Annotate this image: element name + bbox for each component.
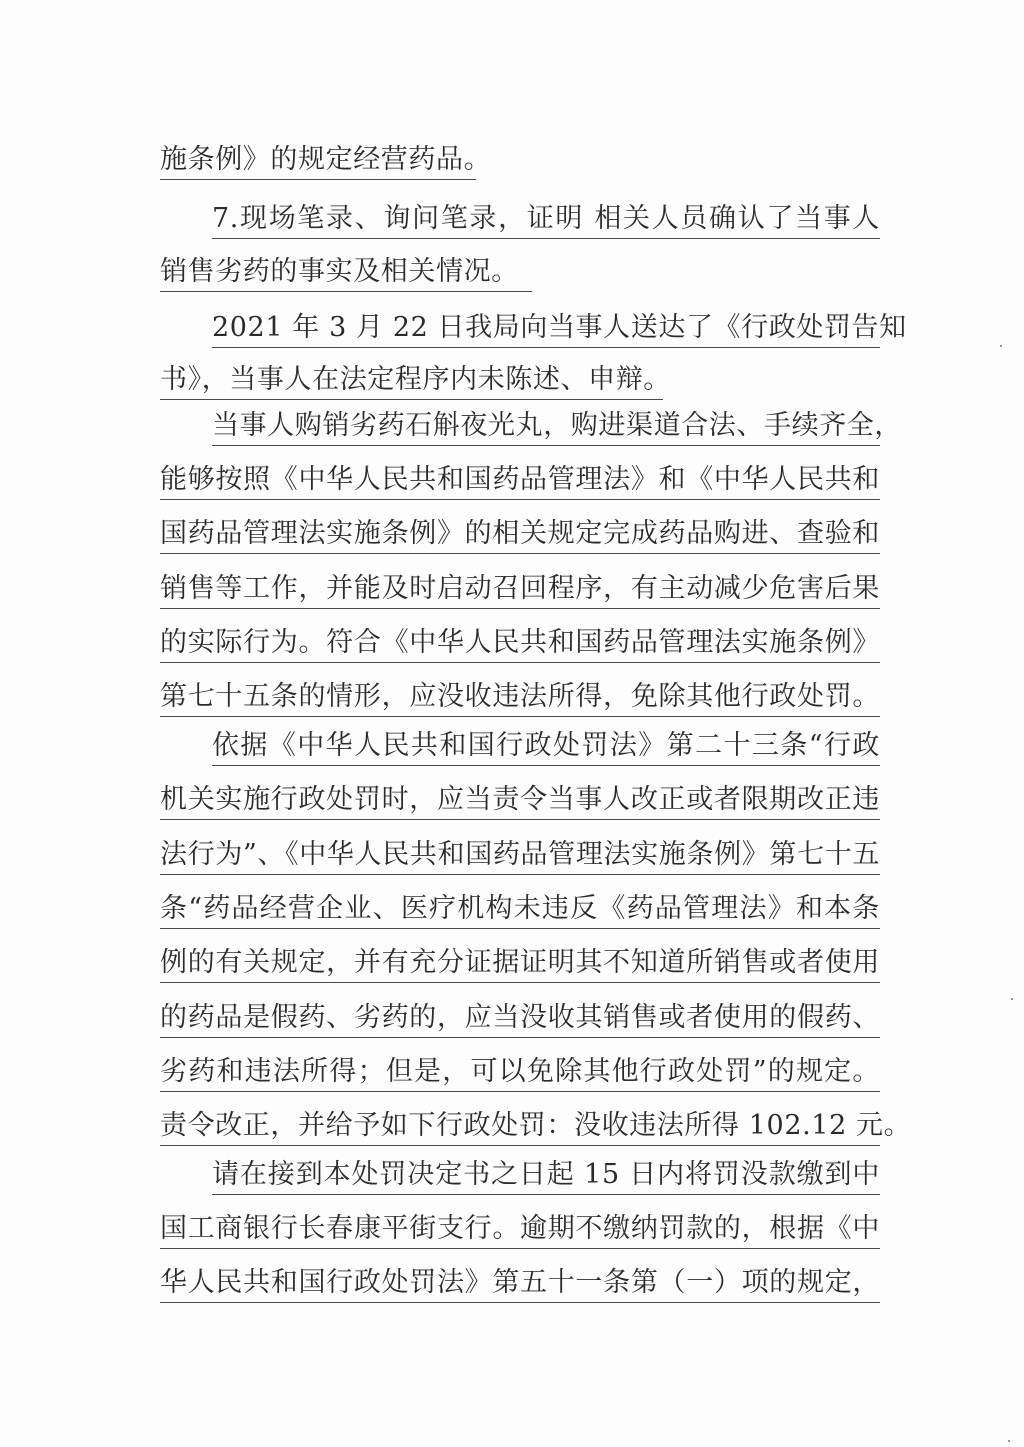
text-line-6: 当事人购销劣药石斛夜光丸，购进渠道合法、手续齐全， <box>212 406 880 446</box>
text-line-9: 销售等工作，并能及时启动召回程序，有主动减少危害后果 <box>160 569 880 609</box>
text-line-13: 机关实施行政处罚时，应当责令当事人改正或者限期改正违 <box>160 780 880 820</box>
text-line-4: 2021 年 3 月 22 日我局向当事人送达了《行政处罚告知 <box>212 308 880 348</box>
scan-speck <box>1011 998 1013 1000</box>
text-line-18: 劣药和违法所得；但是，可以免除其他行政处罚”的规定。 <box>160 1052 880 1092</box>
scan-speck <box>1000 345 1002 347</box>
text-line-1: 施条例》的规定经营药品。 <box>160 140 476 180</box>
text-line-22: 华人民共和国行政处罚法》第五十一条第（一）项的规定， <box>160 1263 880 1303</box>
text-line-15: 条“药品经营企业、医疗机构未违反《药品管理法》和本条 <box>160 889 880 929</box>
text-line-2: 7.现场笔录、询问笔录，证明 相关人员确认了当事人 <box>212 199 880 239</box>
text-line-16: 例的有关规定，并有充分证据证明其不知道所销售或者使用 <box>160 943 880 983</box>
text-line-19: 责令改正，并给予如下行政处罚：没收违法所得 102.12 元。 <box>160 1106 880 1146</box>
text-line-10: 的实际行为。符合《中华人民共和国药品管理法实施条例》 <box>160 623 880 663</box>
text-line-11: 第七十五条的情形，应没收违法所得，免除其他行政处罚。 <box>160 677 880 717</box>
text-line-8: 国药品管理法实施条例》的相关规定完成药品购进、查验和 <box>160 514 880 554</box>
text-line-7: 能够按照《中华人民共和国药品管理法》和《中华人民共和 <box>160 460 880 500</box>
text-line-5: 书》，当事人在法定程序内未陈述、申辩。 <box>160 360 663 400</box>
text-line-20: 请在接到本处罚决定书之日起 15 日内将罚没款缴到中 <box>212 1155 880 1195</box>
scan-speck <box>1008 1440 1010 1442</box>
text-line-17: 的药品是假药、劣药的，应当没收其销售或者使用的假药、 <box>160 998 880 1038</box>
text-line-21: 国工商银行长春康平街支行。逾期不缴纳罚款的，根据《中 <box>160 1209 880 1249</box>
text-line-3: 销售劣药的事实及相关情况。 <box>160 252 532 292</box>
text-line-14: 法行为”、《中华人民共和国药品管理法实施条例》第七十五 <box>160 835 880 875</box>
text-line-12: 依据《中华人民共和国行政处罚法》第二十三条“行政 <box>212 726 880 766</box>
